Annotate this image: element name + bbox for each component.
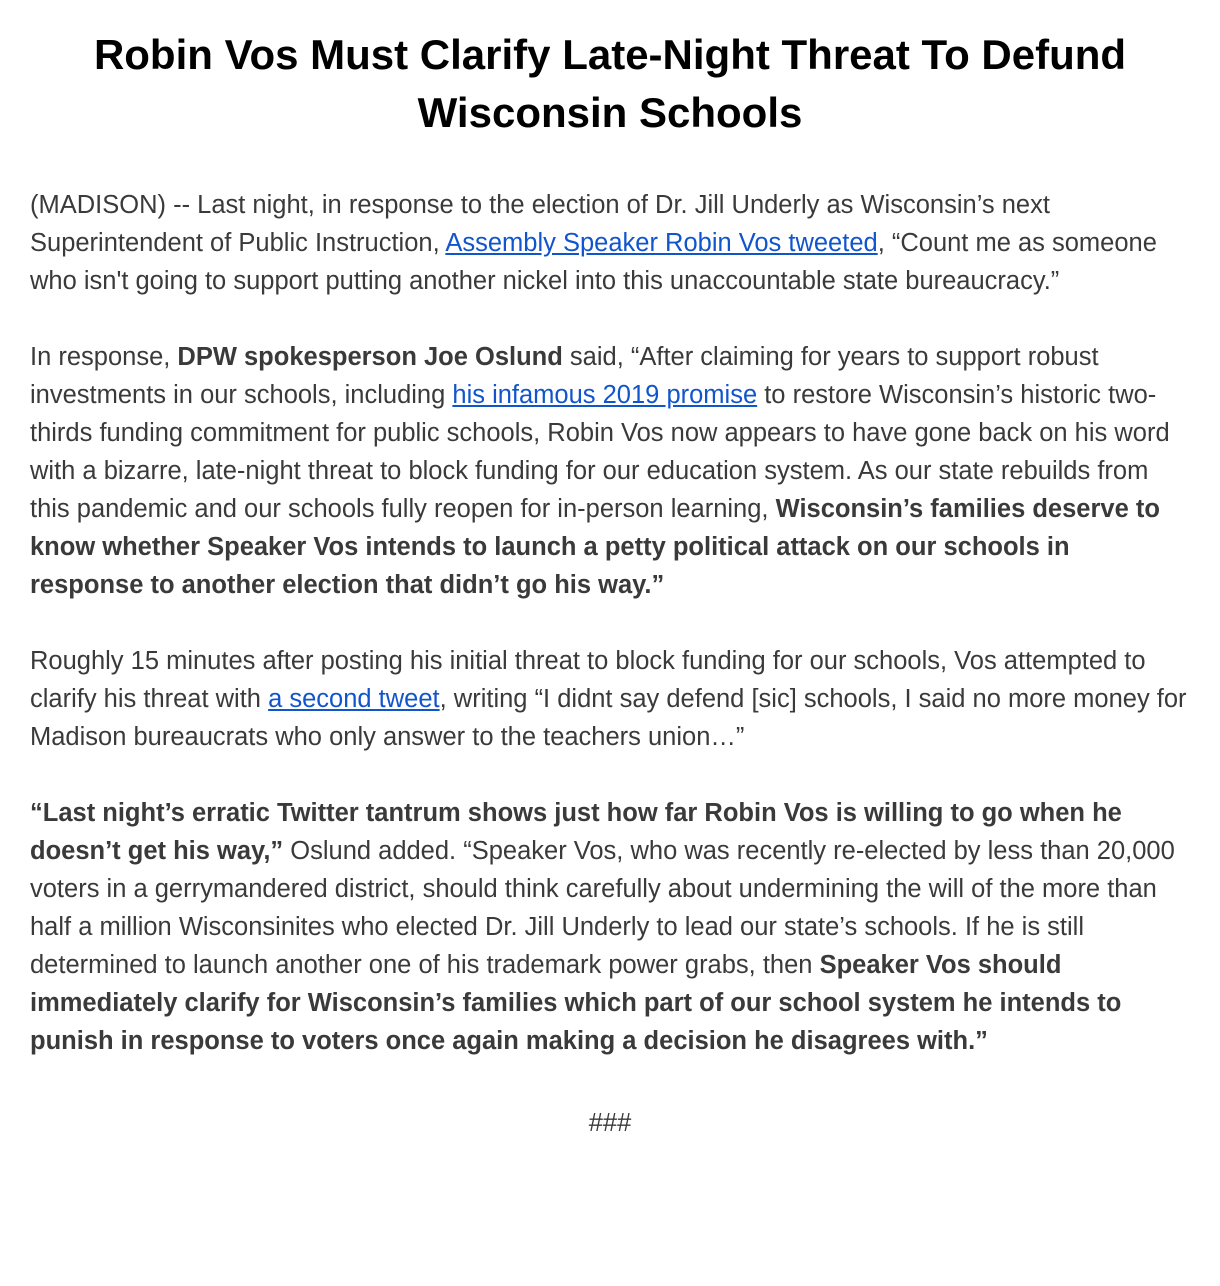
second-tweet-quote-text: , writing “I didnt say defend [sic] schools, I said no more money for Madison bureaucrats who only answer to the teachers union…” — [30, 685, 1187, 751]
second-tweet-lead-text: Roughly 15 minutes after posting his initial threat to block funding for our schools, Vos attempted to clarify his threat with — [30, 647, 1146, 713]
response-text: said, “After claiming for years to support robust investments in our schools, including — [30, 343, 1099, 409]
paragraph-response — [30, 338, 1190, 604]
second-tweet-link[interactable]: a second tweet — [268, 685, 440, 713]
paragraph-second-tweet — [30, 642, 1190, 756]
intro-quote-text: , “Count me as someone who isn't going to support putting another nickel into this unaccountable state bureaucracy.” — [30, 229, 1157, 295]
press-release — [0, 26, 1220, 1142]
closing-emphasis-lead: “Last night’s erratic Twitter tantrum shows just how far Robin Vos is willing to go when he doesn’t get his way,” — [30, 799, 1122, 865]
page-title: Robin Vos Must Clarify Late-Night Threat To Defund Wisconsin Schools — [93, 31, 1127, 136]
response-emphasis: Wisconsin’s families deserve to know whether Speaker Vos intends to launch a petty political attack on our schools in response to another election that didn’t go his way.” — [30, 495, 1160, 599]
spokesperson-name: DPW spokesperson Joe Oslund — [177, 343, 563, 371]
vos-tweet-link[interactable]: Assembly Speaker Robin Vos tweeted — [445, 229, 878, 257]
intro-text: (MADISON) -- Last night, in response to the election of Dr. Jill Underly as Wisconsin’s next Superintendent of Public Instruction, — [30, 191, 1050, 257]
closing-emphasis: Speaker Vos should immediately clarify for Wisconsin’s families which part of our school system he intends to punish in response to voters once again making a decision he disagrees with.” — [30, 951, 1122, 1055]
end-mark: ### — [588, 1109, 632, 1137]
paragraph-closing-quote — [30, 794, 1190, 1060]
closing-quote-text: Oslund added. “Speaker Vos, who was recently re-elected by less than 20,000 voters in a gerrymandered district, should think carefully about undermining the will of the more than half a million Wisconsinites who elected Dr. Jill Underly to lead our state’s schools. If he is still determined to launch another one of his trademark power grabs, then — [30, 837, 1175, 979]
paragraph-intro — [30, 186, 1190, 300]
response-lead-text: In response, — [30, 343, 178, 371]
2019-promise-link[interactable]: his infamous 2019 promise — [452, 381, 758, 409]
response-text-continued: to restore Wisconsin’s historic two-thirds funding commitment for public schools, Robin Vos now appears to have gone back on his word with a bizarre, late-night threat to block funding for our education system. As our state rebuilds from this pandemic and our schools fully reopen for in-person learning, — [30, 381, 1170, 523]
